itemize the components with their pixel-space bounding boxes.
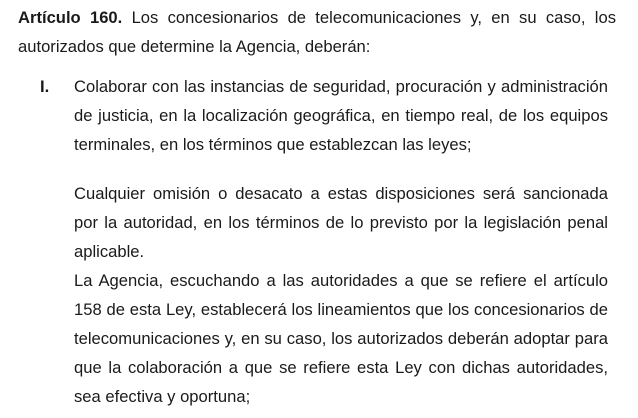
article-intro [18, 3, 616, 61]
fraction-paragraph-2: Cualquier omisión o desacato a estas disposiciones será sancionada por la autoridad, en los términos de lo previsto por la legislación penal aplicable. [74, 184, 608, 261]
fraction-numeral: I. [40, 77, 50, 96]
fraction-paragraph-3: La Agencia, escuchando a las autoridades a que se refiere el artículo 158 de esta Ley, establecerá los lineamientos que los concesionarios de telecomunicaciones y, en su caso, los autorizados deberán adoptar para que la colaboración a que se refiere esta Ley con dichas autoridades, sea efectiva y oportuna; [74, 271, 608, 406]
fraction-paragraph-1: Colaborar con las instancias de seguridad, procuración y administración de justicia, en la localización geográfica, en tiempo real, de los equipos terminales, en los términos que establezcan las leyes; [74, 77, 608, 154]
article-label: Artículo 160. [18, 8, 123, 27]
article-intro-text: Los concesionarios de telecomunicaciones y, en su caso, los autorizados que determine la Agencia, deberán: [18, 8, 616, 56]
